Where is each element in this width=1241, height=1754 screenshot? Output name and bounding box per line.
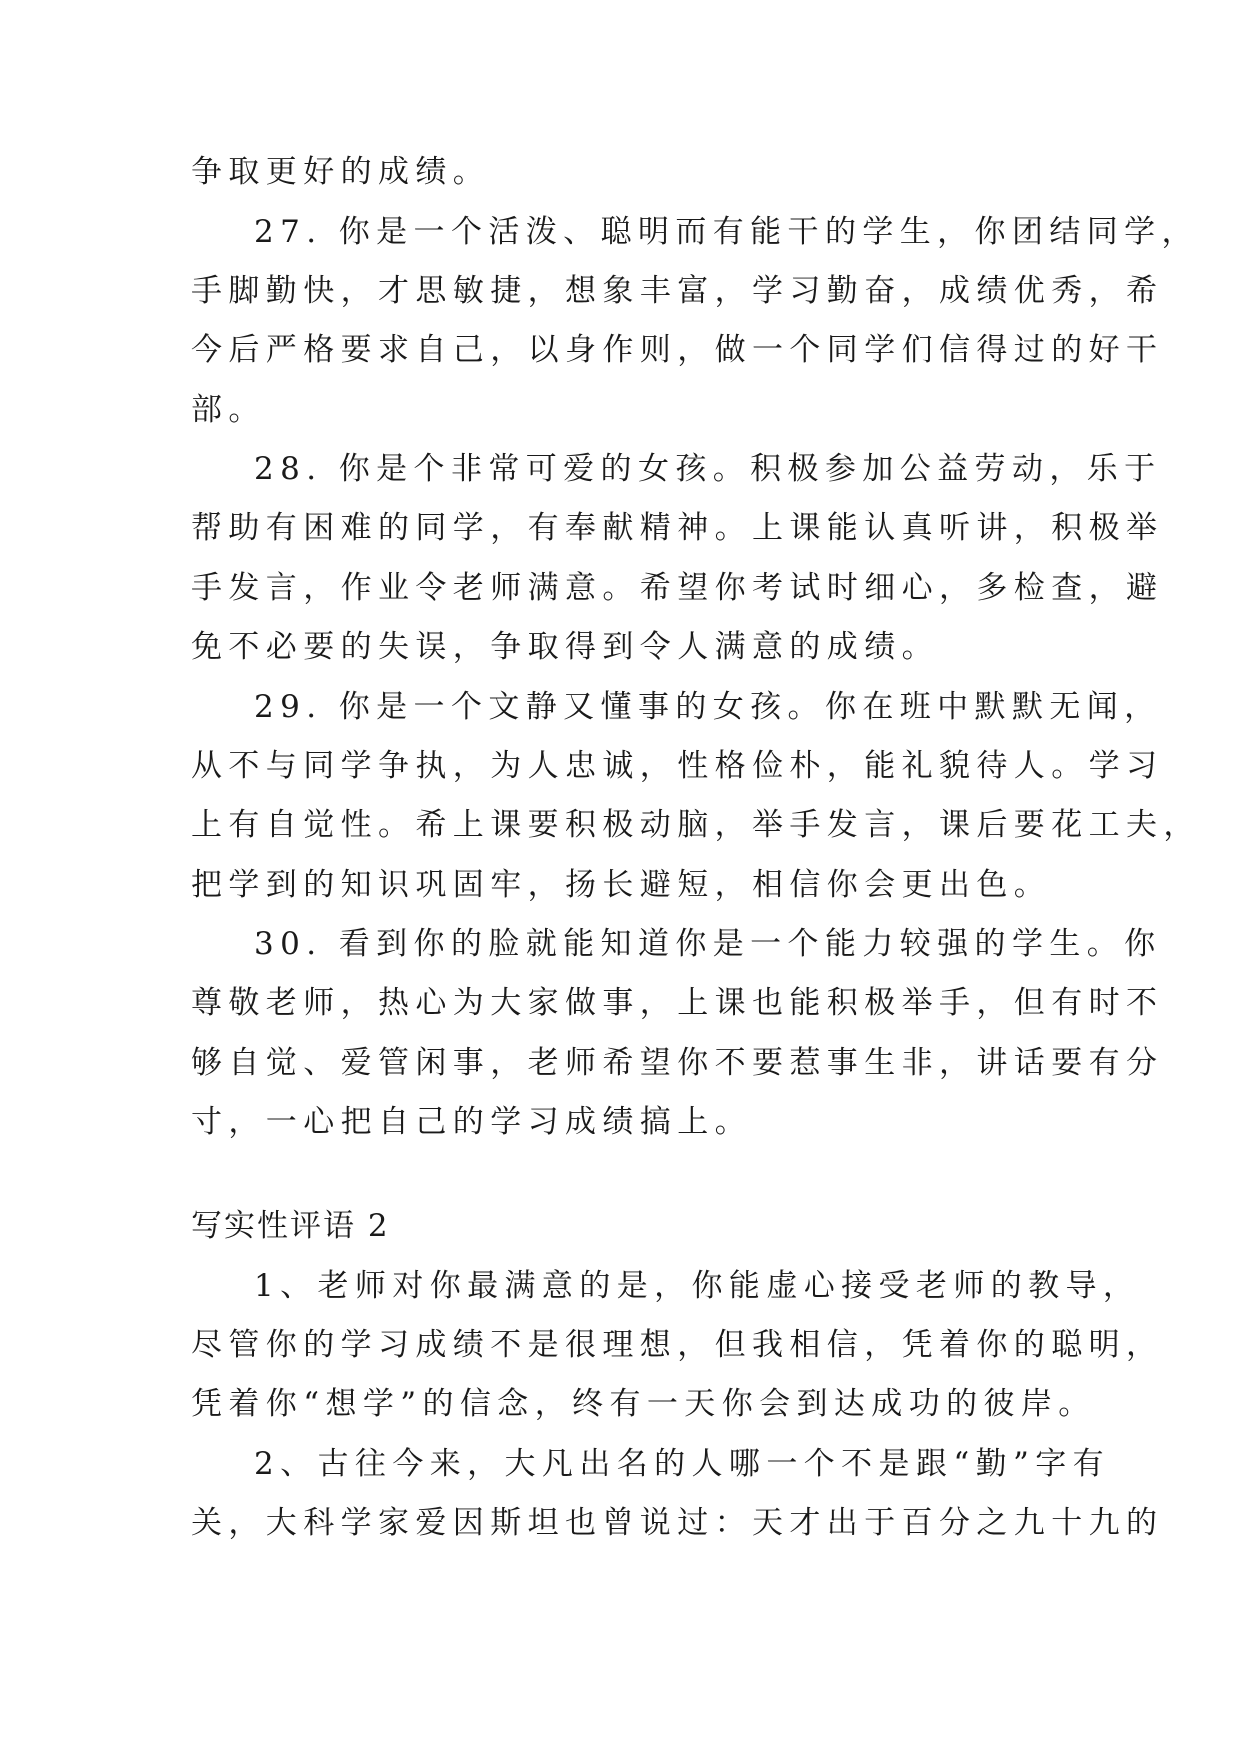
text-line: 争取更好的成绩。 [191, 154, 491, 190]
text-line: 够自觉、爱管闲事，老师希望你不要惹事生非，讲话要有分 [191, 1045, 1164, 1081]
text-line: 关，大科学家爱因斯坦也曾说过：天才出于百分之九十九的 [191, 1505, 1164, 1541]
section-heading: 写实性评语 2 [191, 1208, 390, 1244]
text-line: 27. 你是一个活泼、聪明而有能干的学生，你团结同学， [254, 214, 1199, 250]
text-line: 尽管你的学习成绩不是很理想，但我相信，凭着你的聪明， [191, 1327, 1164, 1363]
text-line: 免不必要的失误，争取得到令人满意的成绩。 [191, 629, 939, 665]
text-line: 从不与同学争执，为人忠诚，性格俭朴，能礼貌待人。学习 [191, 748, 1164, 784]
text-line: 29. 你是一个文静又懂事的女孩。你在班中默默无闻， [254, 689, 1162, 725]
text-line: 上有自觉性。希上课要积极动脑，举手发言，课后要花工夫， [191, 807, 1201, 843]
text-line: 手脚勤快，才思敏捷，想象丰富，学习勤奋，成绩优秀，希 [191, 273, 1164, 309]
text-line: 28. 你是个非常可爱的女孩。积极参加公益劳动，乐于 [254, 451, 1162, 487]
text-line: 帮助有困难的同学，有奉献精神。上课能认真听讲，积极举 [191, 510, 1164, 546]
text-line: 今后严格要求自己，以身作则，做一个同学们信得过的好干 [191, 332, 1164, 368]
text-line: 把学到的知识巩固牢，扬长避短，相信你会更出色。 [191, 867, 1052, 903]
text-line: 部。 [191, 392, 266, 428]
text-line: 寸，一心把自己的学习成绩搞上。 [191, 1104, 752, 1140]
text-line: 1、老师对你最满意的是，你能虚心接受老师的教导， [254, 1268, 1141, 1304]
text-line: 30. 看到你的脸就能知道你是一个能力较强的学生。你 [254, 926, 1162, 962]
text-line: 2、古往今来，大凡出名的人哪一个不是跟“勤”字有 [254, 1446, 1111, 1482]
text-line: 手发言，作业令老师满意。希望你考试时细心，多检查，避 [191, 570, 1164, 606]
text-line: 尊敬老师，热心为大家做事，上课也能积极举手，但有时不 [191, 985, 1164, 1021]
text-line: 凭着你“想学”的信念，终有一天你会到达成功的彼岸。 [191, 1386, 1096, 1422]
